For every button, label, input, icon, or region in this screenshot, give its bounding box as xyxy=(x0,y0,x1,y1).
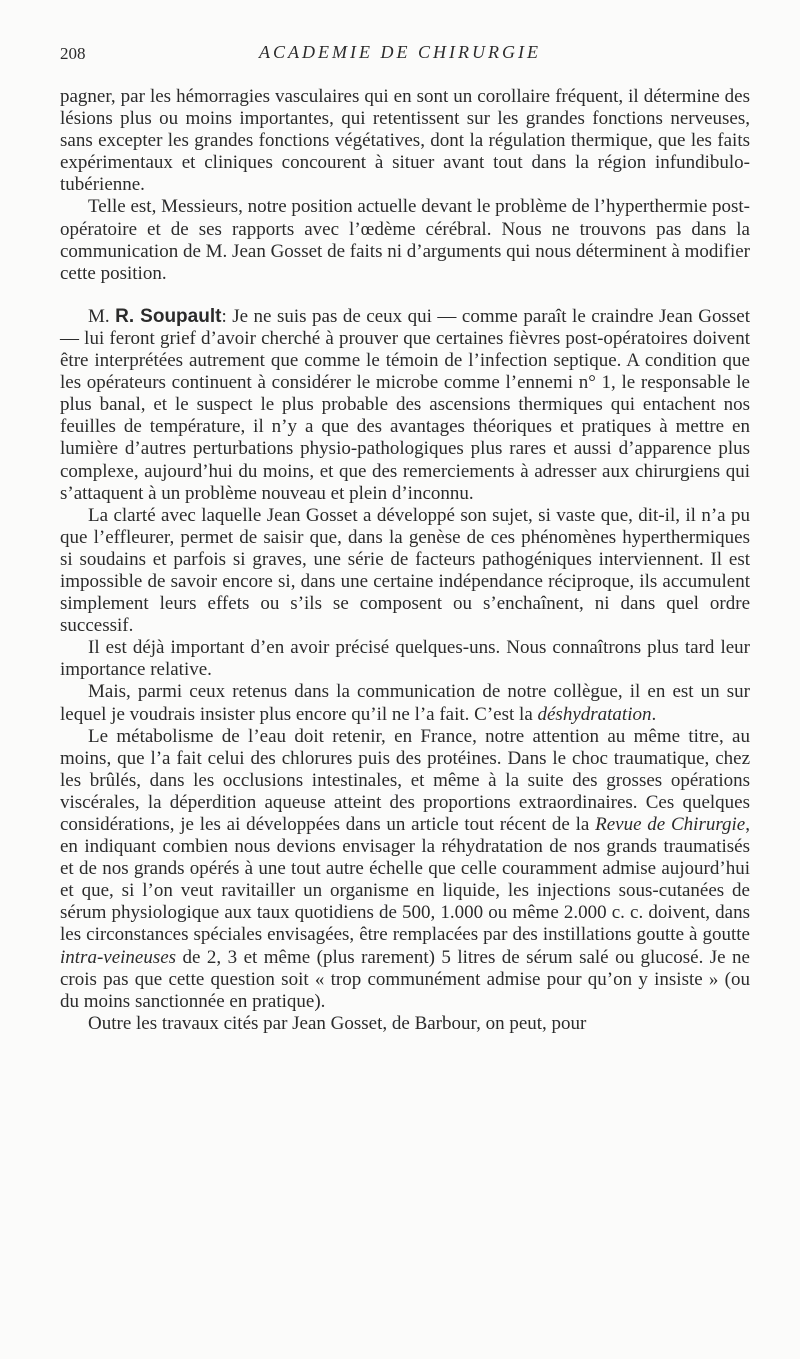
paragraph xyxy=(60,726,750,1013)
paragraph-text: Mais, parmi ceux retenus dans la communication de notre collègue, il en est un sur lequel je voudrais insister plus encore qu’il ne l’a fait. C’est la xyxy=(60,681,750,725)
speaker-paragraph xyxy=(60,306,750,505)
page-number: 208 xyxy=(60,44,86,63)
paragraph-text: : Je ne suis pas de ceux qui — comme paraît le craindre Jean Gosset — lui feront grief d’avoir cherché à prouver que certaines fièvres post-opératoires doivent être interprétées autrement que comme le témoin de l’infection septique. A condition que les opérateurs continuent à considérer le microbe comme l’ennemi n° 1, le responsable le plus banal, et le suspect le plus probable des ascensions thermiques qui entachent nos feuilles de température, il n’y a que des avantages théoriques et pratiques à mettre en lumière d’autres perturbations physio-pathologiques plus rares et aussi d’apparence plus complexe, aujourd’hui du moins, et que des remerciements à adresser aux chirurgiens qui s’attaquent à un problème nouveau et plein d’inconnu. xyxy=(60,305,750,504)
journal-title: Revue de Chirurgie xyxy=(595,814,746,835)
paragraph-text: , en indiquant combien nous devions envisager la réhydratation de nos grands traumatisés et de nos grands opérés à une tout autre échelle que celle couramment admise aujourd’hui et que, si l’on veut ravitailler un organisme en liquide, les injections sous-cutanées de sérum physiologique aux taux quotidiens de 500, 1.000 ou même 2.000 c. c. doivent, dans les circonstances spéciales envisagées, être remplacées par des instillations goutte à goutte xyxy=(60,814,750,946)
paragraph: Outre les travaux cités par Jean Gosset, de Barbour, on peut, pour xyxy=(88,1012,587,1034)
paragraph: pagner, par les hémorragies vasculaires qui en sont un corollaire fréquent, il détermine des lésions plus ou moins importantes, qui retentissent sur les grandes fonctions nerveuses, sans excepter les grandes fonctions végétatives, dont la régulation thermique, que les faits expérimentaux et cliniques concourent à situer avant tout dans la région infundibulo-tubérienne. xyxy=(60,86,750,196)
body-text xyxy=(60,86,750,1035)
paragraph-text: Le métabolisme de l’eau doit retenir, en France, notre attention au même titre, au moins, que l’a fait celui des chlorures puis des protéines. Dans le choc traumatique, chez les brûlés, dans les occlusions intestinales, et même à la suite des grosses opérations viscérales, la déperdition aqueuse atteint des proportions extraordinaires. Ces quelques considérations, je les ai développées dans un article tout récent de la xyxy=(60,725,750,835)
emphasis: déshydratation xyxy=(537,703,652,725)
emphasis: intra-veineuses xyxy=(60,946,177,968)
paragraph: Il est déjà important d’en avoir précisé quelques-uns. Nous connaîtrons plus tard leur importance relative. xyxy=(60,637,750,681)
paragraph: Telle est, Messieurs, notre position actuelle devant le problème de l’hyperthermie post-opératoire et de ses rapports avec l’œdème cérébral. Nous ne trouvons pas dans la communication de M. Jean Gosset de faits ni d’arguments qui nous déterminent à modifier cette position. xyxy=(60,196,750,284)
speaker-prefix: M. xyxy=(88,305,116,327)
paragraph-text: . xyxy=(651,703,657,725)
paragraph xyxy=(60,681,750,725)
speaker-name: R. Soupault xyxy=(115,305,222,327)
page-header xyxy=(60,42,740,68)
paragraph-text: de 2, 3 et même (plus rarement) 5 litres de sérum salé ou glucosé. Je ne crois pas que cette question soit « trop communément admise pour qu’on y insiste » (ou du moins sanctionnée en pratique). xyxy=(60,946,750,1012)
running-title: ACADEMIE DE CHIRURGIE xyxy=(259,42,541,62)
paragraph: La clarté avec laquelle Jean Gosset a développé son sujet, si vaste que, dit-il, il n’a pu que l’effleurer, permet de saisir que, dans la genèse de ces phénomènes hyperthermiques si soudains et parfois si graves, une série de facteurs pathogéniques interviennent. Il est impossible de savoir encore si, dans une certaine indépendance réciproque, ils accumulent simplement leurs effets ou s’ils se composent ou s’enchaînent, ni dans quel ordre successif. xyxy=(60,504,750,637)
